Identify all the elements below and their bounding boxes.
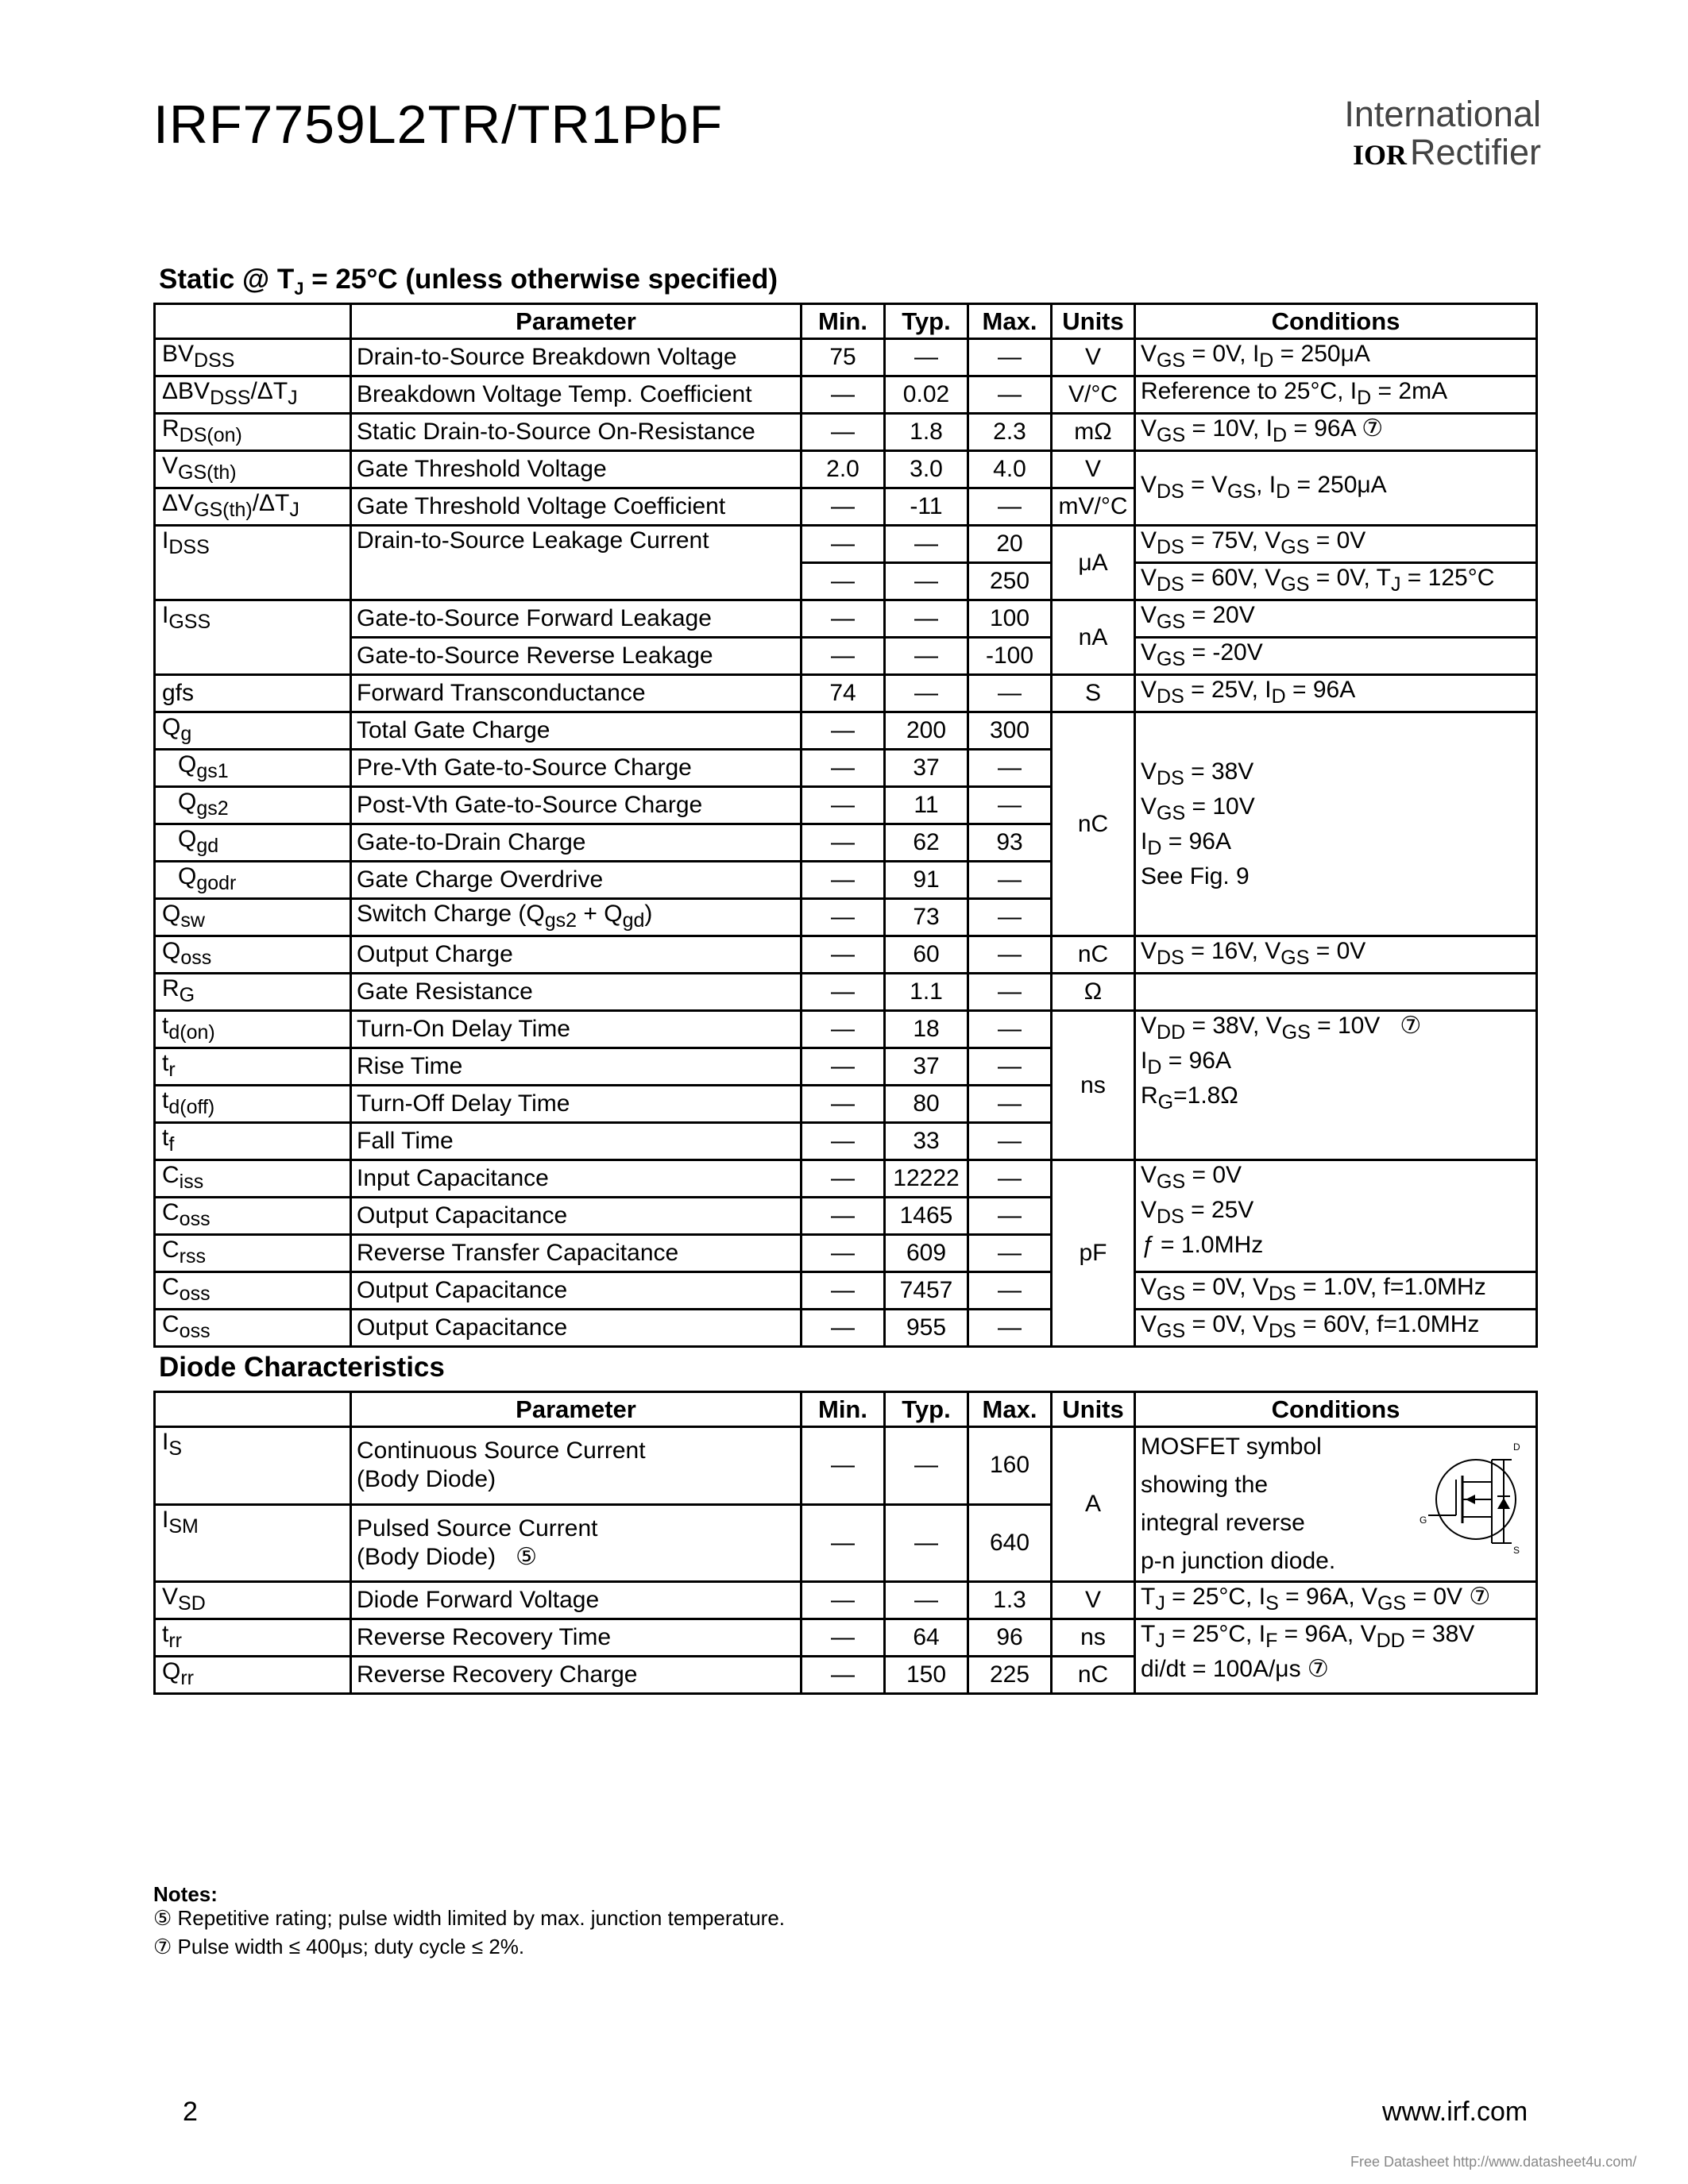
- table-row: $I_{DSS}$ Drain-to-Source Leakage Current — — 20 μA $V_{DS} = 75V$, $V_{GS} = 0V$: [155, 526, 1537, 563]
- table-row: $R_G$ Gate Resistance — 1.1 — Ω: [155, 974, 1537, 1011]
- watermark-text: Free Datasheet http://www.datasheet4u.com/: [1350, 2154, 1637, 2170]
- svg-text:S: S: [1513, 1545, 1520, 1555]
- table-row: $Q_{gs1}$ Pre-Vth Gate-to-Source Charge — 37 —: [155, 750, 1537, 787]
- table-row: — — 250 $V_{DS} = 60V$, $V_{GS} = 0V$, $T_J = 125^\circ C$: [155, 563, 1537, 600]
- table-row: $t_f$ Fall Time — 33 —: [155, 1123, 1537, 1160]
- table-row: $t_r$ Rise Time — 37 —: [155, 1048, 1537, 1086]
- table-row: $Q_{gs2}$ Post-Vth Gate-to-Source Charge — 11 —: [155, 787, 1537, 824]
- table-row: $I_{GSS}$ Gate-to-Source Forward Leakage — — 100 nA $V_{GS} = 20V$: [155, 600, 1537, 638]
- svg-text:G: G: [1420, 1515, 1427, 1526]
- col-max: Max.: [968, 1392, 1052, 1427]
- diode-characteristics-table: [153, 1391, 1538, 1695]
- ior-logo-icon: IOR: [1352, 139, 1407, 171]
- table-row: $I_S$ Continuous Source Current (Body Diode) — — 160 A MOSFET symbol showing the integral reverse p-n junction diode. D G S: [155, 1427, 1537, 1505]
- col-typ: Typ.: [885, 1392, 968, 1427]
- table-row: $C_{rss}$ Reverse Transfer Capacitance — 609 —: [155, 1235, 1537, 1272]
- table-row: $t_{rr}$ Reverse Recovery Time — 64 96 ns $T_J = 25^\circ C$, $I_F = 96A$, $V_{DD} = 38V$ di/dt = 100A/μs ⑦: [155, 1619, 1537, 1657]
- table-row: $R_{DS(on)}$ Static Drain-to-Source On-Resistance — 1.8 2.3 mΩ $V_{GS} = 10V$, $I_D = 96A$ ⑦: [155, 414, 1537, 451]
- part-number-title: IRF7759L2TR/TR1PbF: [153, 95, 724, 155]
- table-row: $C_{iss}$ Input Capacitance — 12222 — pF $V_{GS} = 0V$ $V_{DS} = 25V$ ƒ = 1.0MHz: [155, 1160, 1537, 1198]
- table-header-row: [155, 304, 1537, 339]
- table-row: $Q_{sw}$ Switch Charge $(Q_{gs2} + Q_{gd})$ — 73 —: [155, 899, 1537, 936]
- website-link[interactable]: www.irf.com: [1382, 2097, 1528, 2127]
- mosfet-symbol-cell: MOSFET symbol showing the integral reverse p-n junction diode. D G S: [1135, 1427, 1537, 1582]
- col-conditions: Conditions: [1135, 1392, 1537, 1427]
- page-number: 2: [183, 2097, 198, 2127]
- mosfet-symbol-icon: [1408, 1436, 1528, 1555]
- table-row: $Q_g$ Total Gate Charge — 200 300 nC $V_{DS} = 38V$ $V_{GS} = 10V$ $I_D = 96A$ See Fig. 9: [155, 712, 1537, 750]
- table-row: $C_{oss}$ Output Capacitance — 955 — $V_{GS} = 0V$, $V_{DS} = 60V$, f=1.0MHz: [155, 1310, 1537, 1347]
- notes-heading: Notes:: [153, 1882, 218, 1906]
- table-row: $t_{d(on)}$ Turn-On Delay Time — 18 — ns $V_{DD} = 38V$, $V_{GS} = 10V$ ⑦ $I_D = 96A$ $R_G=1.8\Omega$: [155, 1011, 1537, 1048]
- table-row: $\Delta V_{GS(th)}/\Delta T_J$ Gate Threshold Voltage Coefficient — -11 — mV/°C: [155, 488, 1537, 526]
- note-item: ⑦ Pulse width ≤ 400μs; duty cycle ≤ 2%.: [153, 1935, 525, 1958]
- col-min: Min.: [802, 304, 885, 339]
- table-row: $BV_{DSS}$ Drain-to-Source Breakdown Voltage 75 — — V $V_{GS} = 0V$, $I_D = 250\mu A$: [155, 339, 1537, 376]
- brand-line2: IORRectifier: [1352, 132, 1541, 172]
- table-row: $I_{SM}$ Pulsed Source Current (Body Diode) ⑤ — — 640: [155, 1504, 1537, 1582]
- note-item: ⑤ Repetitive rating; pulse width limited by max. junction temperature.: [153, 1906, 786, 1930]
- table-row: $\Delta BV_{DSS}/\Delta T_J$ Breakdown Voltage Temp. Coefficient — 0.02 — V/°C Reference to 25°C, $I_D = 2mA$: [155, 376, 1537, 414]
- table-row: $C_{oss}$ Output Capacitance — 7457 — $V_{GS} = 0V$, $V_{DS} = 1.0V$, f=1.0MHz: [155, 1272, 1537, 1310]
- table-row: $V_{GS(th)}$ Gate Threshold Voltage 2.0 3.0 4.0 V $V_{DS} = V_{GS}$, $I_D = 250\mu A$: [155, 451, 1537, 488]
- static-section-title: Static @ $T_J = 25^\circ C$ (unless otherwise specified): [159, 264, 778, 299]
- table-row: $Q_{godr}$ Gate Charge Overdrive — 91 —: [155, 862, 1537, 899]
- col-min: Min.: [802, 1392, 885, 1427]
- col-max: Max.: [968, 304, 1052, 339]
- brand-line1: International: [1344, 94, 1541, 134]
- table-row: gfs Forward Transconductance 74 — — S $V_{DS} = 25V$, $I_D = 96A$: [155, 675, 1537, 712]
- static-characteristics-table: [153, 303, 1538, 1348]
- table-row: $Q_{gd}$ Gate-to-Drain Charge — 62 93: [155, 824, 1537, 862]
- col-conditions: Conditions: [1135, 304, 1537, 339]
- table-row: $V_{SD}$ Diode Forward Voltage — — 1.3 V $T_J = 25^\circ C$, $I_S = 96A$, $V_{GS} = 0V$ ⑦: [155, 1582, 1537, 1619]
- svg-text:D: D: [1513, 1441, 1520, 1453]
- table-row: $Q_{oss}$ Output Charge — 60 — nC $V_{DS} = 16V$, $V_{GS} = 0V$: [155, 936, 1537, 974]
- col-parameter: Parameter: [351, 304, 802, 339]
- diode-section-title: Diode Characteristics: [159, 1352, 445, 1383]
- col-typ: Typ.: [885, 304, 968, 339]
- col-units: Units: [1052, 1392, 1135, 1427]
- table-row: $Q_{rr}$ Reverse Recovery Charge — 150 225 nC: [155, 1657, 1537, 1694]
- col-parameter: Parameter: [351, 1392, 802, 1427]
- table-row: Gate-to-Source Reverse Leakage — — -100 $V_{GS} = -20V$: [155, 638, 1537, 675]
- table-row: $C_{oss}$ Output Capacitance — 1465 —: [155, 1198, 1537, 1235]
- table-header-row: [155, 1392, 1537, 1427]
- table-row: $t_{d(off)}$ Turn-Off Delay Time — 80 —: [155, 1086, 1537, 1123]
- col-units: Units: [1052, 304, 1135, 339]
- company-logo: [1344, 94, 1541, 173]
